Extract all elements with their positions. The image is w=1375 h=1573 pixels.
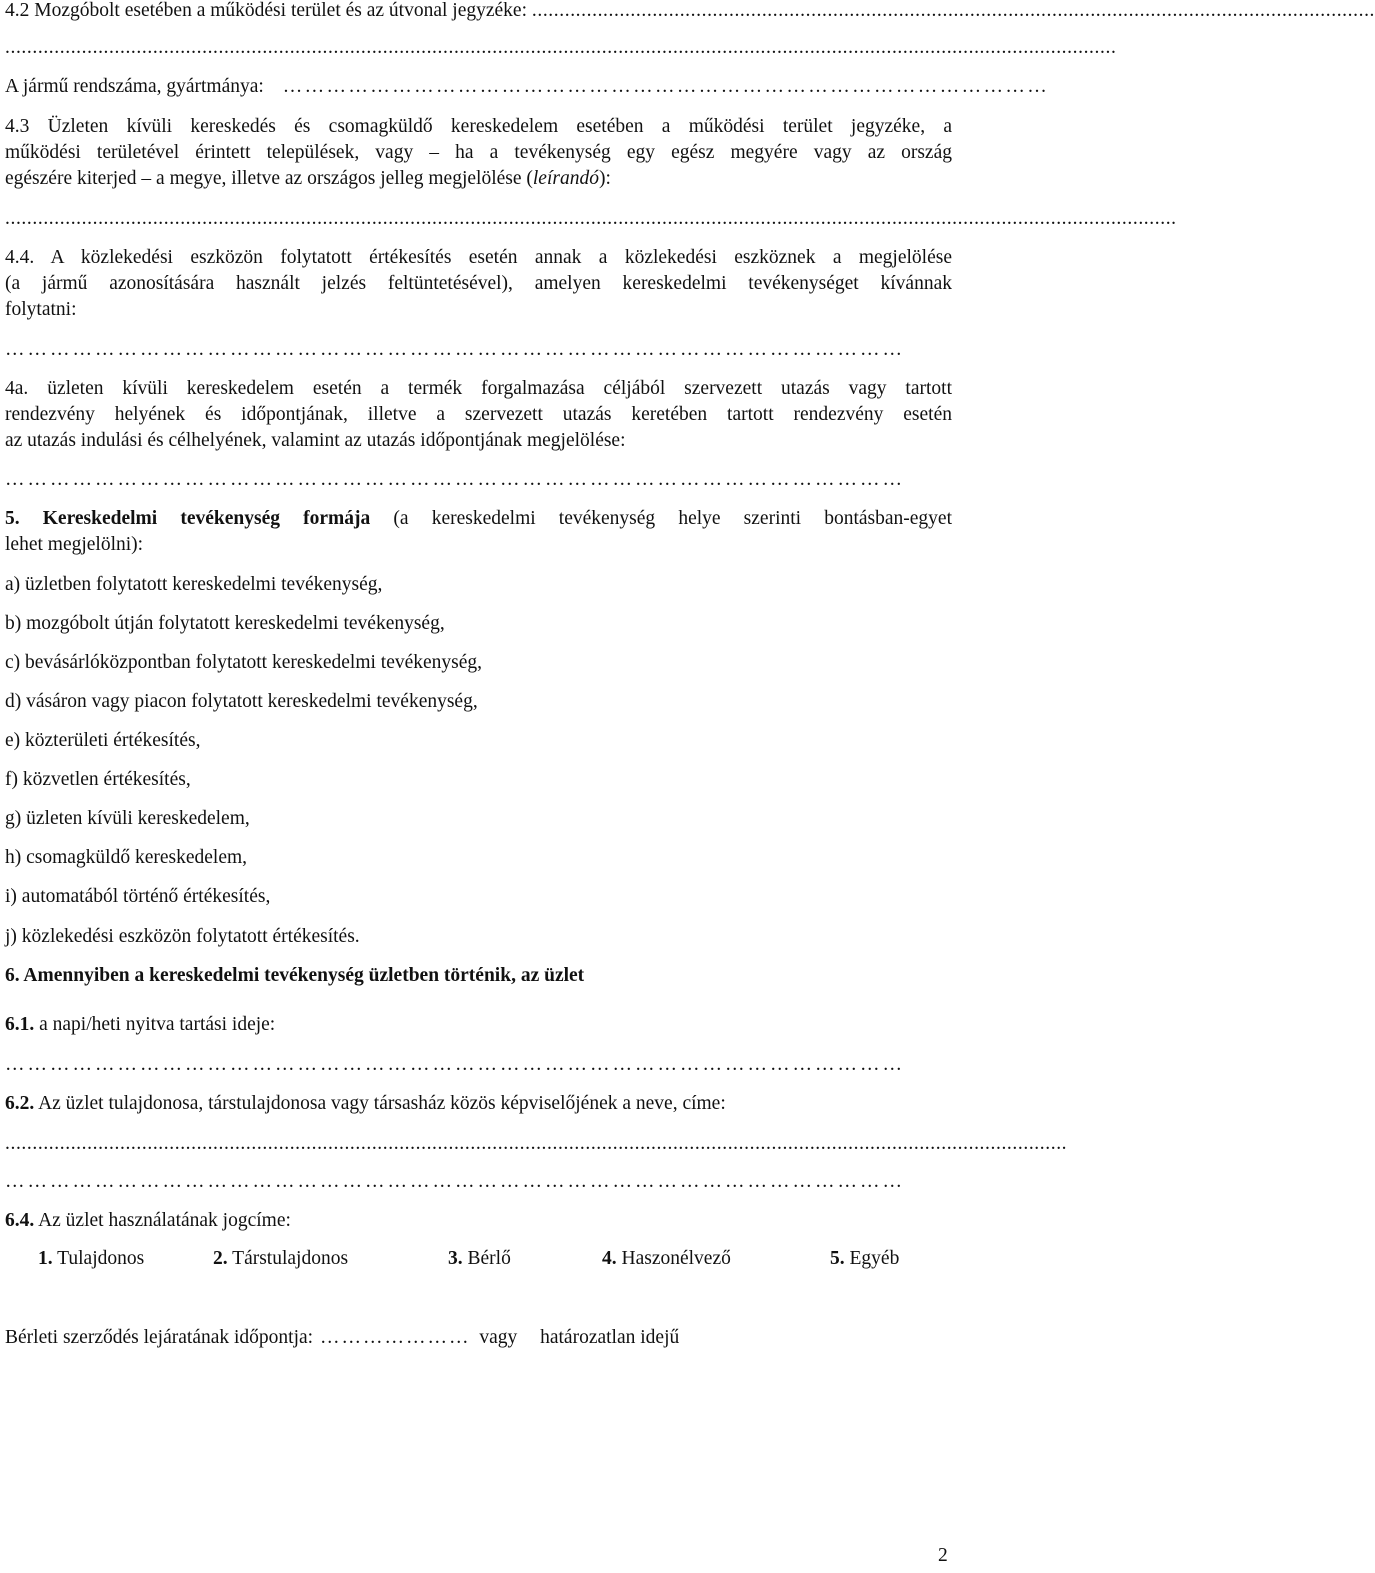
page-number: 2 [938,1545,948,1566]
usage-option-1: 1. Tulajdonos [38,1248,145,1269]
plate-blank: …………………………………………………………………………………………… [282,76,1050,97]
lease-expiry-blank: ………………… [319,1327,471,1348]
section-6-2-blank: ………………………………………………………………………………………………………… [5,1171,905,1192]
form-item-e: e) közterületi értékesítés, [5,730,201,751]
usage-option-5: 5. Egyéb [830,1248,900,1269]
section-6-4: 6.4. Az üzlet használatának jogcíme: [5,1210,291,1231]
plate-line: A jármű rendszáma, gyártmánya: …………………………………………………………………………………………… [5,76,1050,97]
lease-expiry-line: Bérleti szerződés lejáratának időpontja: ………………… vagy határozatlan idejű [5,1327,680,1348]
lease-or: vagy [479,1327,518,1348]
form-item-f: f) közvetlen értékesítés, [5,769,191,790]
form-item-g: g) üzleten kívüli kereskedelem, [5,808,250,829]
section-6-1-blank: ………………………………………………………………………………………………………… [5,1054,905,1075]
section-4-3-dots: ...................................................................................................................................................................................................................... [5,208,1177,229]
section-4-4-line-2: (a jármű azonosítására használt jelzés feltüntetésével), amelyen kereskedelmi tevékenységet kívánnak [5,273,952,294]
form-item-i: i) automatából történő értékesítés, [5,886,271,907]
section-5-title: Kereskedelmi tevékenység formája [42,508,371,529]
section-4-4-blank: ………………………………………………………………………………………………………… [5,339,905,360]
section-4a-line-3: az utazás indulási és célhelyének, valamint az utazás időpontjának megjelölése: [5,430,626,451]
section-6-2-dots: .................................................................................................................................................................................................. [5,1133,1068,1154]
section-4-2-dots-1: .......................................................................................................................................................... [531,0,1375,21]
usage-option-4: 4. Haszonélvező [602,1248,731,1269]
section-6-title: 6. Amennyiben a kereskedelmi tevékenység üzletben történik, az üzlet [5,965,585,986]
form-item-a: a) üzletben folytatott kereskedelmi tevékenység, [5,574,383,595]
usage-option-3: 3. Bérlő [448,1248,511,1269]
section-4-4-line-1: 4.4. A közlekedési eszközön folytatott értékesítés esetén annak a közlekedési eszköznek a megjelölése [5,247,952,268]
section-4-4-line-3: folytatni: [5,299,77,320]
lease-indefinite: határozatlan idejű [540,1327,680,1348]
section-5-line-2: lehet megjelölni): [5,534,144,555]
section-4-2-dots-2: ........................................................................................................................................................................................................... [5,37,1117,58]
section-4-2-title: 4.2 Mozgóbolt esetében a működési terület és az útvonal jegyzéke: .......................................................................................................................................................... [5,0,1375,21]
section-4-3-line-2: működési területével érintett települések, vagy – ha a tevékenység egy egész megyére vagy az ország [5,142,952,163]
section-4a-blank: ………………………………………………………………………………………………………… [5,469,905,490]
form-item-b: b) mozgóbolt útján folytatott kereskedelmi tevékenység, [5,613,445,634]
section-4-3-line-1: 4.3 Üzleten kívüli kereskedés és csomagküldő kereskedelem esetében a működési terület jegyzéke, a [5,116,952,137]
form-item-h: h) csomagküldő kereskedelem, [5,847,248,868]
section-4-3-line-3: egészére kiterjed – a megye, illetve az országos jelleg megjelölése (leírandó): [5,168,611,189]
section-5-line-1: 5. Kereskedelmi tevékenység formája (a kereskedelmi tevékenység helye szerinti bontásban-egyet [5,508,952,529]
section-4a-line-1: 4a. üzleten kívüli kereskedelem esetén a termék forgalmazása céljából szervezett utazás vagy tartott [5,378,952,399]
usage-option-2: 2. Társtulajdonos [213,1248,349,1269]
section-6-1: 6.1. a napi/heti nyitva tartási ideje: [5,1014,276,1035]
form-item-j: j) közlekedési eszközön folytatott értékesítés. [5,926,360,947]
form-item-c: c) bevásárlóközpontban folytatott kereskedelmi tevékenység, [5,652,483,673]
form-item-d: d) vásáron vagy piacon folytatott kereskedelmi tevékenység, [5,691,478,712]
section-6-2: 6.2. Az üzlet tulajdonosa, társtulajdonosa vagy társasház közös képviselőjének a neve, címe: [5,1093,726,1114]
section-4a-line-2: rendezvény helyének és időpontjának, illetve a szervezett utazás keretében tartott rendezvény esetén [5,404,952,425]
